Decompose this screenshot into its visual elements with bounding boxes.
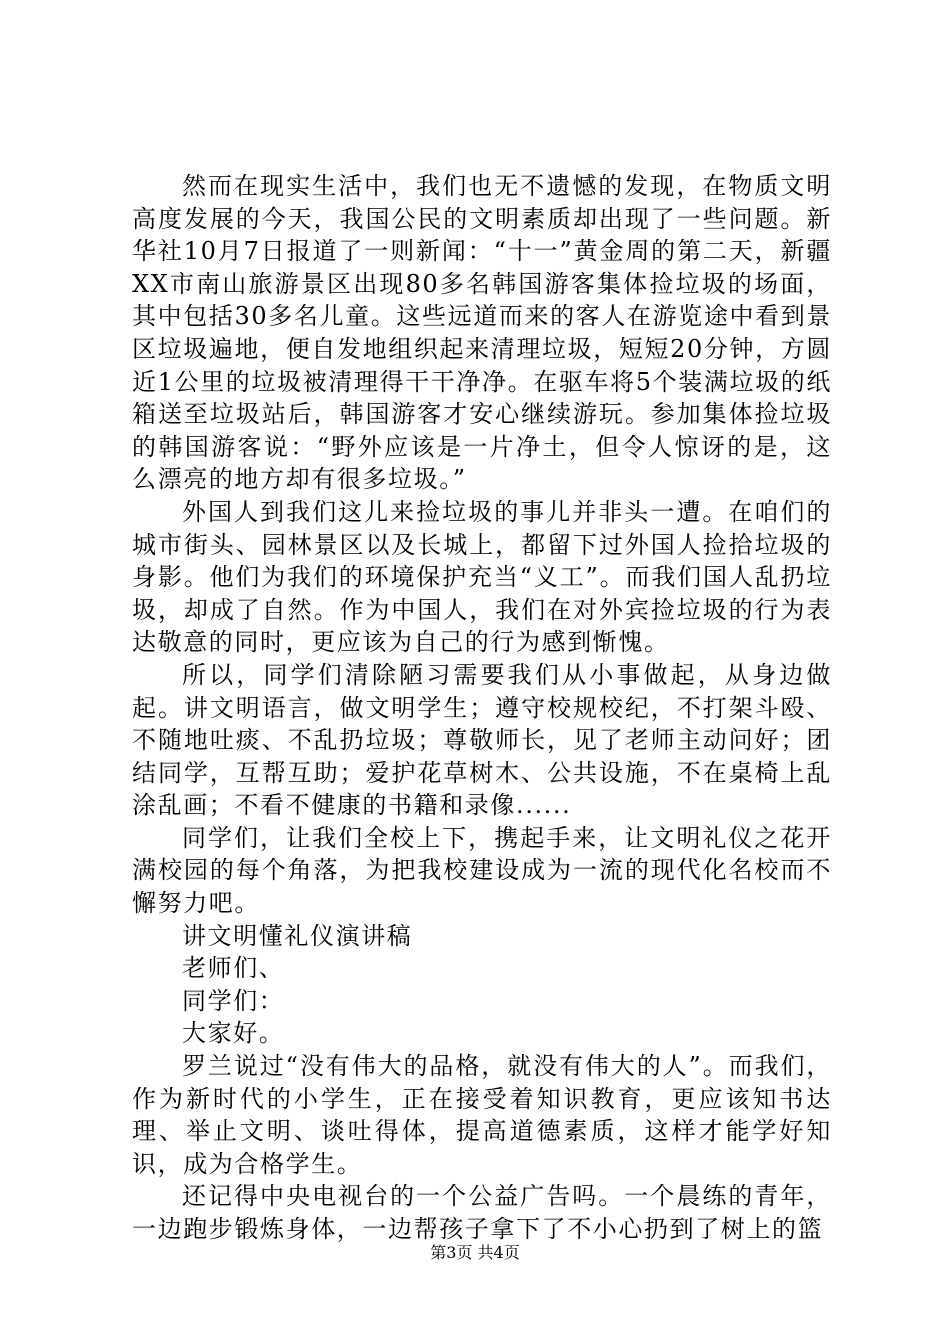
salutation-students: 同学们： [182,986,285,1015]
page-number-footer: 第3页 共4页 [430,1243,520,1262]
paragraph: 所以，同学们清除陋习需要我们从小事做起，从身边做起。讲文明语言，做文明学生；遵守校规校纪，不打架斗殴、不随地吐痰、不乱扔垃圾；尊敬师长，见了老师主动问好；团结同学，互帮互助；爱护花草树木、公共设施，不在桌椅上乱涂乱画；不看不健康的书籍和录像...... [132,660,832,820]
salutation-teachers: 老师们、 [182,954,285,983]
greeting: 大家好。 [182,1019,285,1048]
paragraph: 还记得中央电视台的一个公益广告吗。一个晨练的青年，一边跑步锻炼身体，一边帮孩子拿下了不小心扔到了树上的篮 [132,1182,832,1243]
speech-title: 讲文明懂礼仪演讲稿 [182,921,413,950]
paragraph: 同学们，让我们全校上下，携起手来，让文明礼仪之花开满校园的每个角落，为把我校建设成为一流的现代化名校而不懈努力吧。 [132,823,832,918]
paragraph: 然而在现实生活中，我们也无不遗憾的发现，在物质文明高度发展的今天，我国公民的文明素质却出现了一些问题。新华社10月7日报道了一则新闻：“十一”黄金周的第二天，新疆XX市南山旅游景区出现80多名韩国游客集体捡垃圾的场面，其中包括30多名儿童。这些远道而来的客人在游览途中看到景区垃圾遍地，便自发地组织起来清理垃圾，短短20分钟，方圆近1公里的垃圾被清理得干干净净。在驱车将5个装满垃圾的纸箱送至垃圾站后，韩国游客才安心继续游玩。参加集体捡垃圾的韩国游客说：“野外应该是一片净土，但令人惊讶的是，这么漂亮的地方却有很多垃圾。” [132,172,832,494]
paragraph: 外国人到我们这儿来捡垃圾的事儿并非头一遭。在咱们的城市街头、园林景区以及长城上，都留下过外国人捡拾垃圾的身影。他们为我们的环境保护充当“义工”。而我们国人乱扔垃圾，却成了自然。作为中国人，我们在对外宾捡垃圾的行为表达敬意的同时，更应该为自己的行为感到惭愧。 [132,497,832,657]
paragraph: 罗兰说过“没有伟大的品格，就没有伟大的人”。而我们，作为新时代的小学生，正在接受着知识教育，更应该知书达理、举止文明、谈吐得体，提高道德素质，这样才能学好知识，成为合格学生。 [132,1052,832,1178]
document-body [132,170,832,1246]
